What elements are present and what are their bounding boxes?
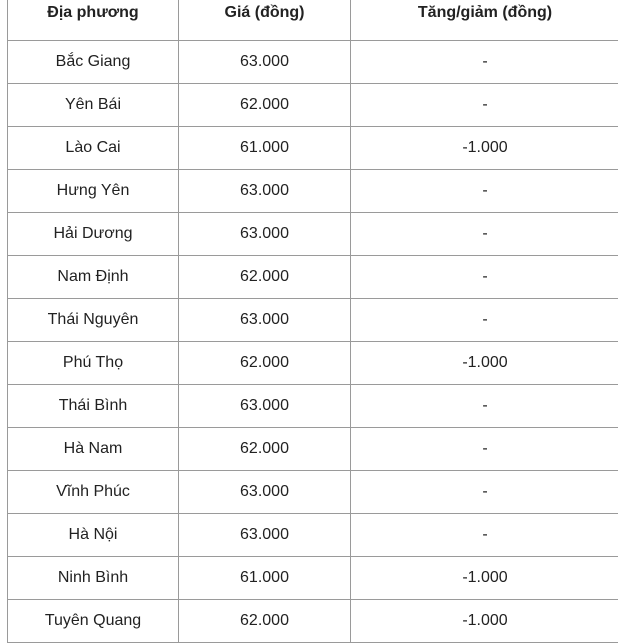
price-cell: 62.000 bbox=[179, 599, 351, 642]
table-row bbox=[8, 83, 618, 126]
region-cell: Bắc Giang bbox=[8, 40, 179, 83]
price-cell: 62.000 bbox=[179, 255, 351, 298]
change-cell: - bbox=[351, 169, 618, 212]
change-cell: - bbox=[351, 255, 618, 298]
table-row bbox=[8, 513, 618, 556]
region-cell: Thái Nguyên bbox=[8, 298, 179, 341]
change-cell: -1.000 bbox=[351, 341, 618, 384]
price-cell: 63.000 bbox=[179, 384, 351, 427]
change-cell: - bbox=[351, 40, 618, 83]
header-region: Địa phương bbox=[8, 0, 179, 40]
change-cell: - bbox=[351, 470, 618, 513]
price-cell: 63.000 bbox=[179, 298, 351, 341]
region-cell: Phú Thọ bbox=[8, 341, 179, 384]
change-cell: -1.000 bbox=[351, 556, 618, 599]
region-cell: Hải Dương bbox=[8, 212, 179, 255]
change-cell: - bbox=[351, 212, 618, 255]
price-cell: 62.000 bbox=[179, 83, 351, 126]
change-cell: - bbox=[351, 513, 618, 556]
price-cell: 63.000 bbox=[179, 169, 351, 212]
table-row bbox=[8, 40, 618, 83]
table-row bbox=[8, 126, 618, 169]
price-cell: 62.000 bbox=[179, 427, 351, 470]
region-cell: Hưng Yên bbox=[8, 169, 179, 212]
region-cell: Yên Bái bbox=[8, 83, 179, 126]
region-cell: Tuyên Quang bbox=[8, 599, 179, 642]
price-cell: 63.000 bbox=[179, 40, 351, 83]
region-cell: Vĩnh Phúc bbox=[8, 470, 179, 513]
price-cell: 61.000 bbox=[179, 126, 351, 169]
region-cell: Hà Nam bbox=[8, 427, 179, 470]
table-row bbox=[8, 384, 618, 427]
table-row bbox=[8, 341, 618, 384]
table-row bbox=[8, 599, 618, 642]
change-cell: - bbox=[351, 384, 618, 427]
price-cell: 63.000 bbox=[179, 513, 351, 556]
table-row bbox=[8, 212, 618, 255]
change-cell: -1.000 bbox=[351, 126, 618, 169]
region-cell: Nam Định bbox=[8, 255, 179, 298]
region-cell: Thái Bình bbox=[8, 384, 179, 427]
region-cell: Ninh Bình bbox=[8, 556, 179, 599]
region-cell: Lào Cai bbox=[8, 126, 179, 169]
change-cell: -1.000 bbox=[351, 599, 618, 642]
price-table bbox=[7, 0, 618, 643]
price-cell: 63.000 bbox=[179, 212, 351, 255]
price-cell: 62.000 bbox=[179, 341, 351, 384]
change-cell: - bbox=[351, 427, 618, 470]
table-row bbox=[8, 470, 618, 513]
change-cell: - bbox=[351, 298, 618, 341]
price-cell: 61.000 bbox=[179, 556, 351, 599]
header-change: Tăng/giảm (đồng) bbox=[351, 0, 618, 40]
table-row bbox=[8, 169, 618, 212]
region-cell: Hà Nội bbox=[8, 513, 179, 556]
table-row bbox=[8, 298, 618, 341]
header-row bbox=[8, 0, 618, 40]
table-row bbox=[8, 556, 618, 599]
table-row bbox=[8, 427, 618, 470]
header-price: Giá (đồng) bbox=[179, 0, 351, 40]
table-row bbox=[8, 255, 618, 298]
price-cell: 63.000 bbox=[179, 470, 351, 513]
change-cell: - bbox=[351, 83, 618, 126]
